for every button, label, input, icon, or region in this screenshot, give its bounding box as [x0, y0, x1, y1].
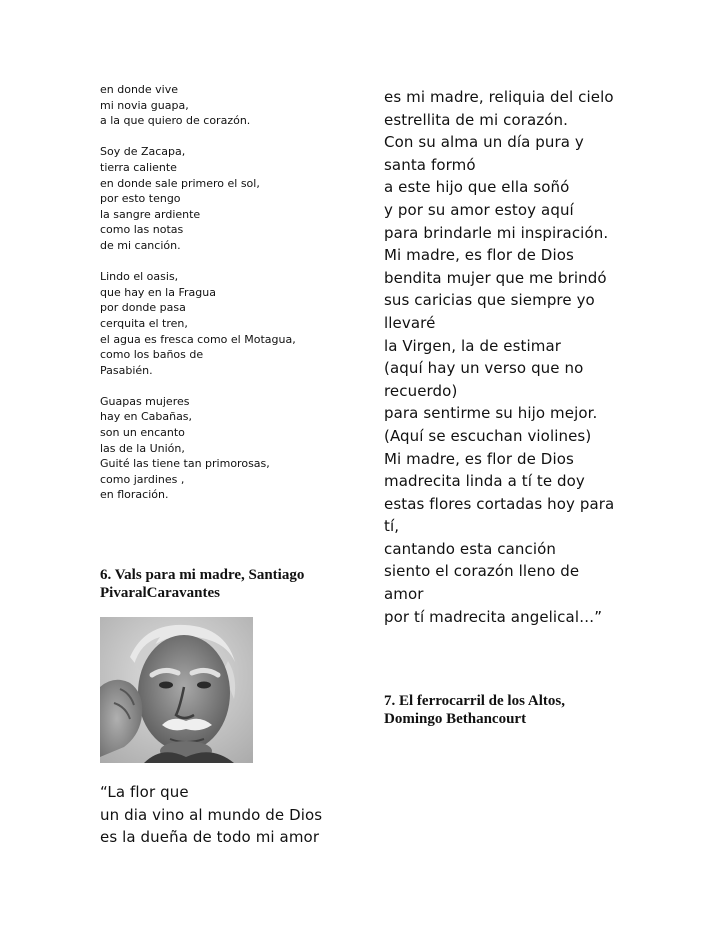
verse-line: cantando esta canción: [384, 539, 557, 558]
verse-line: la Virgen, la de estimar: [384, 336, 562, 355]
verse-line: como jardines ,: [100, 472, 185, 486]
verse-line: para brindarle mi inspiración.: [384, 223, 609, 242]
verse-line: en donde sale primero el sol,: [100, 176, 260, 190]
verse-line: a este hijo que ella soñó: [384, 178, 570, 197]
verse-line: “La flor que: [100, 783, 189, 801]
verse-line: en donde vive: [100, 83, 179, 96]
verse-line: por esto tengo: [100, 192, 181, 206]
verse-line: llevaré: [384, 313, 436, 332]
verse-line: recuerdo): [384, 381, 458, 400]
verse-line: en floración.: [100, 488, 169, 502]
verse-line: un dia vino al mundo de Dios: [100, 805, 323, 824]
stanza: [100, 269, 350, 378]
verse-line: santa formó: [384, 155, 476, 174]
verse-line: Con su alma un día pura y: [384, 133, 584, 152]
verse-line: (Aquí se escuchan violines): [384, 426, 592, 445]
verse-line: tierra caliente: [100, 160, 177, 174]
verse-line: estrellita de mi corazón.: [384, 110, 569, 129]
right-column: [384, 86, 684, 628]
stanza: [100, 144, 350, 253]
verse-line: siento el corazón lleno de: [384, 562, 580, 581]
verse-line: (aquí hay un verso que no: [384, 359, 584, 378]
verse-line: para sentirme su hijo mejor.: [384, 404, 598, 423]
song-opening: [100, 781, 360, 849]
verse-line: bendita mujer que me brindó: [384, 268, 607, 287]
verse-line: de mi canción.: [100, 238, 181, 252]
verse-line: el agua es fresca como el Motagua,: [100, 332, 296, 346]
author-photo: [100, 617, 253, 763]
verse-line: por donde pasa: [100, 301, 186, 315]
heading-line: 7. El ferrocarril de los Altos,: [384, 693, 565, 709]
heading-line: 6. Vals para mi madre, Santiago: [100, 567, 305, 583]
verse-line: Pasabién.: [100, 363, 153, 377]
verse-line: Mi madre, es flor de Dios: [384, 449, 574, 468]
section-heading-6: [100, 566, 340, 602]
verse-line: Guapas mujeres: [100, 394, 190, 408]
verse-line: que hay en la Fragua: [100, 285, 216, 299]
verse-line: y por su amor estoy aquí: [384, 200, 574, 219]
verse-line: las de la Unión,: [100, 441, 185, 455]
verse-line: a la que quiero de corazón.: [100, 114, 251, 128]
verse-line: hay en Cabañas,: [100, 410, 193, 424]
verse-line: tí,: [384, 517, 400, 536]
verse-line: es mi madre, reliquia del cielo: [384, 88, 614, 106]
verse-line: Mi madre, es flor de Dios: [384, 246, 574, 265]
verse-line: madrecita linda a tí te doy: [384, 472, 585, 491]
verse-line: sus caricias que siempre yo: [384, 291, 595, 310]
section-heading-7: [384, 692, 624, 728]
heading-line: Domingo Bethancourt: [384, 711, 527, 727]
verse-line: mi novia guapa,: [100, 98, 189, 112]
stanza: [100, 394, 350, 503]
heading-line: PivaralCaravantes: [100, 585, 220, 601]
verse-line: son un encanto: [100, 426, 185, 440]
verse-line: cerquita el tren,: [100, 316, 188, 330]
verse-line: amor: [384, 585, 424, 604]
verse-line: como las notas: [100, 223, 184, 237]
verse-line: Soy de Zacapa,: [100, 145, 186, 159]
left-column: [100, 82, 350, 519]
stanza: [100, 82, 350, 129]
verse-line: Guité las tiene tan primorosas,: [100, 457, 270, 471]
verse-line: es la dueña de todo mi amor: [100, 828, 320, 847]
verse-line: Lindo el oasis,: [100, 270, 179, 284]
verse-line: por tí madrecita angelical…”: [384, 607, 603, 626]
verse-line: estas flores cortadas hoy para: [384, 494, 615, 513]
verse-line: como los baños de: [100, 348, 204, 362]
verse-line: la sangre ardiente: [100, 207, 201, 221]
